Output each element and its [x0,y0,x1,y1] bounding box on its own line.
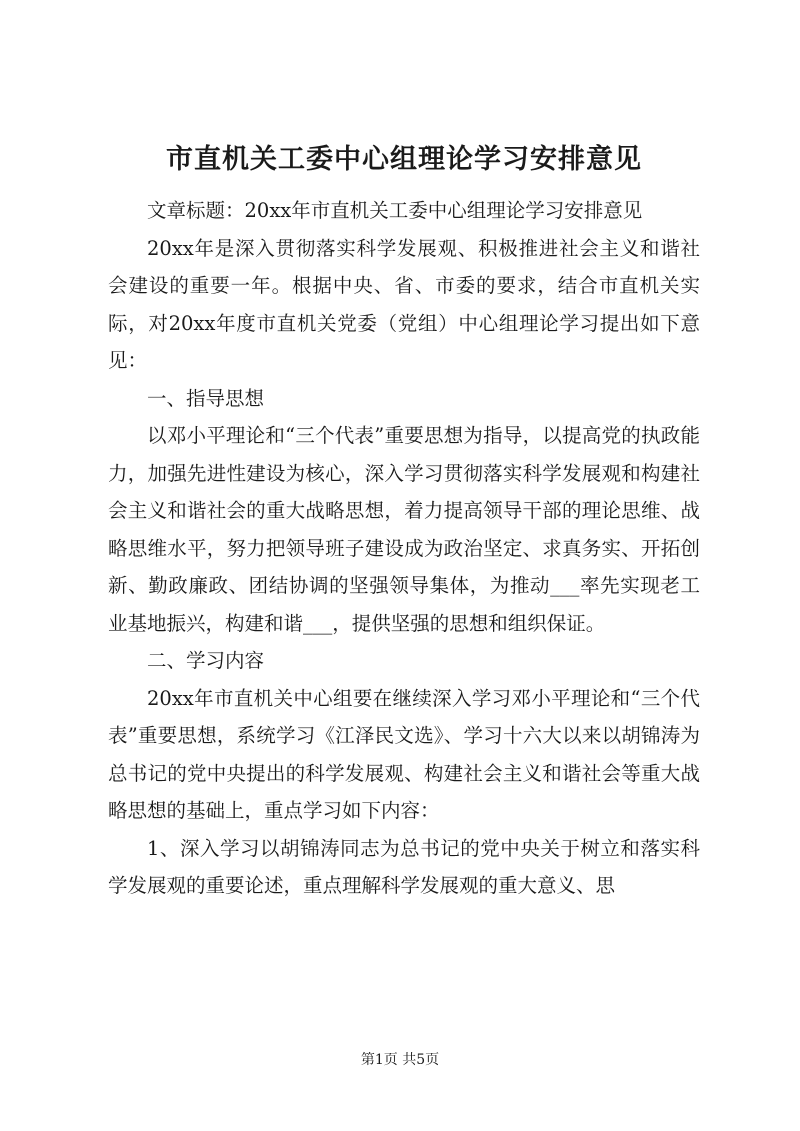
document-title: 市直机关工委中心组理论学习安排意见 [166,144,642,175]
intro-paragraph: 20xx年是深入贯彻落实科学发展观、积极推进社会主义和谐社会建设的重要一年。根据中央、省、市委的要求，结合市直机关实际，对20xx年度市直机关党委（党组）中心组理论学习提出如下意见： [108,236,700,372]
article-title-line: 文章标题：20xx年市直机关工委中心组理论学习安排意见 [147,199,643,222]
page-footer: 第1页 共5页 [360,1052,440,1068]
guiding-ideology-paragraph: 以邓小平理论和“三个代表”重要思想为指导，以提高党的执政能力，加强先进性建设为核心，深入学习贯彻落实科学发展观和构建社会主义和谐社会的重大战略思想，着力提高领导干部的理论思维、战略思维水平，努力把领导班子建设成为政治坚定、求真务实、开拓创新、勤政廉政、团结协调的坚强领导集体，为推动___率先实现老工业基地振兴，构建和谐___，提供坚强的思想和组织保证。 [108,424,700,635]
document-page [108,138,700,905]
study-item-1-paragraph: 1、深入学习以胡锦涛同志为总书记的党中央关于树立和落实科学发展观的重要论述，重点理解科学发展观的重大意义、思 [108,836,700,897]
section-heading-guiding-ideology: 一、指导思想 [147,386,265,410]
section-heading-study-content: 二、学习内容 [147,649,265,672]
study-content-paragraph: 20xx年市直机关中心组要在继续深入学习邓小平理论和“三个代表”重要思想，系统学习《江泽民文选》、学习十六大以来以胡锦涛为总书记的党中央提出的科学发展观、构建社会主义和谐社会等重大战略思想的基础上，重点学习如下内容： [108,686,700,822]
